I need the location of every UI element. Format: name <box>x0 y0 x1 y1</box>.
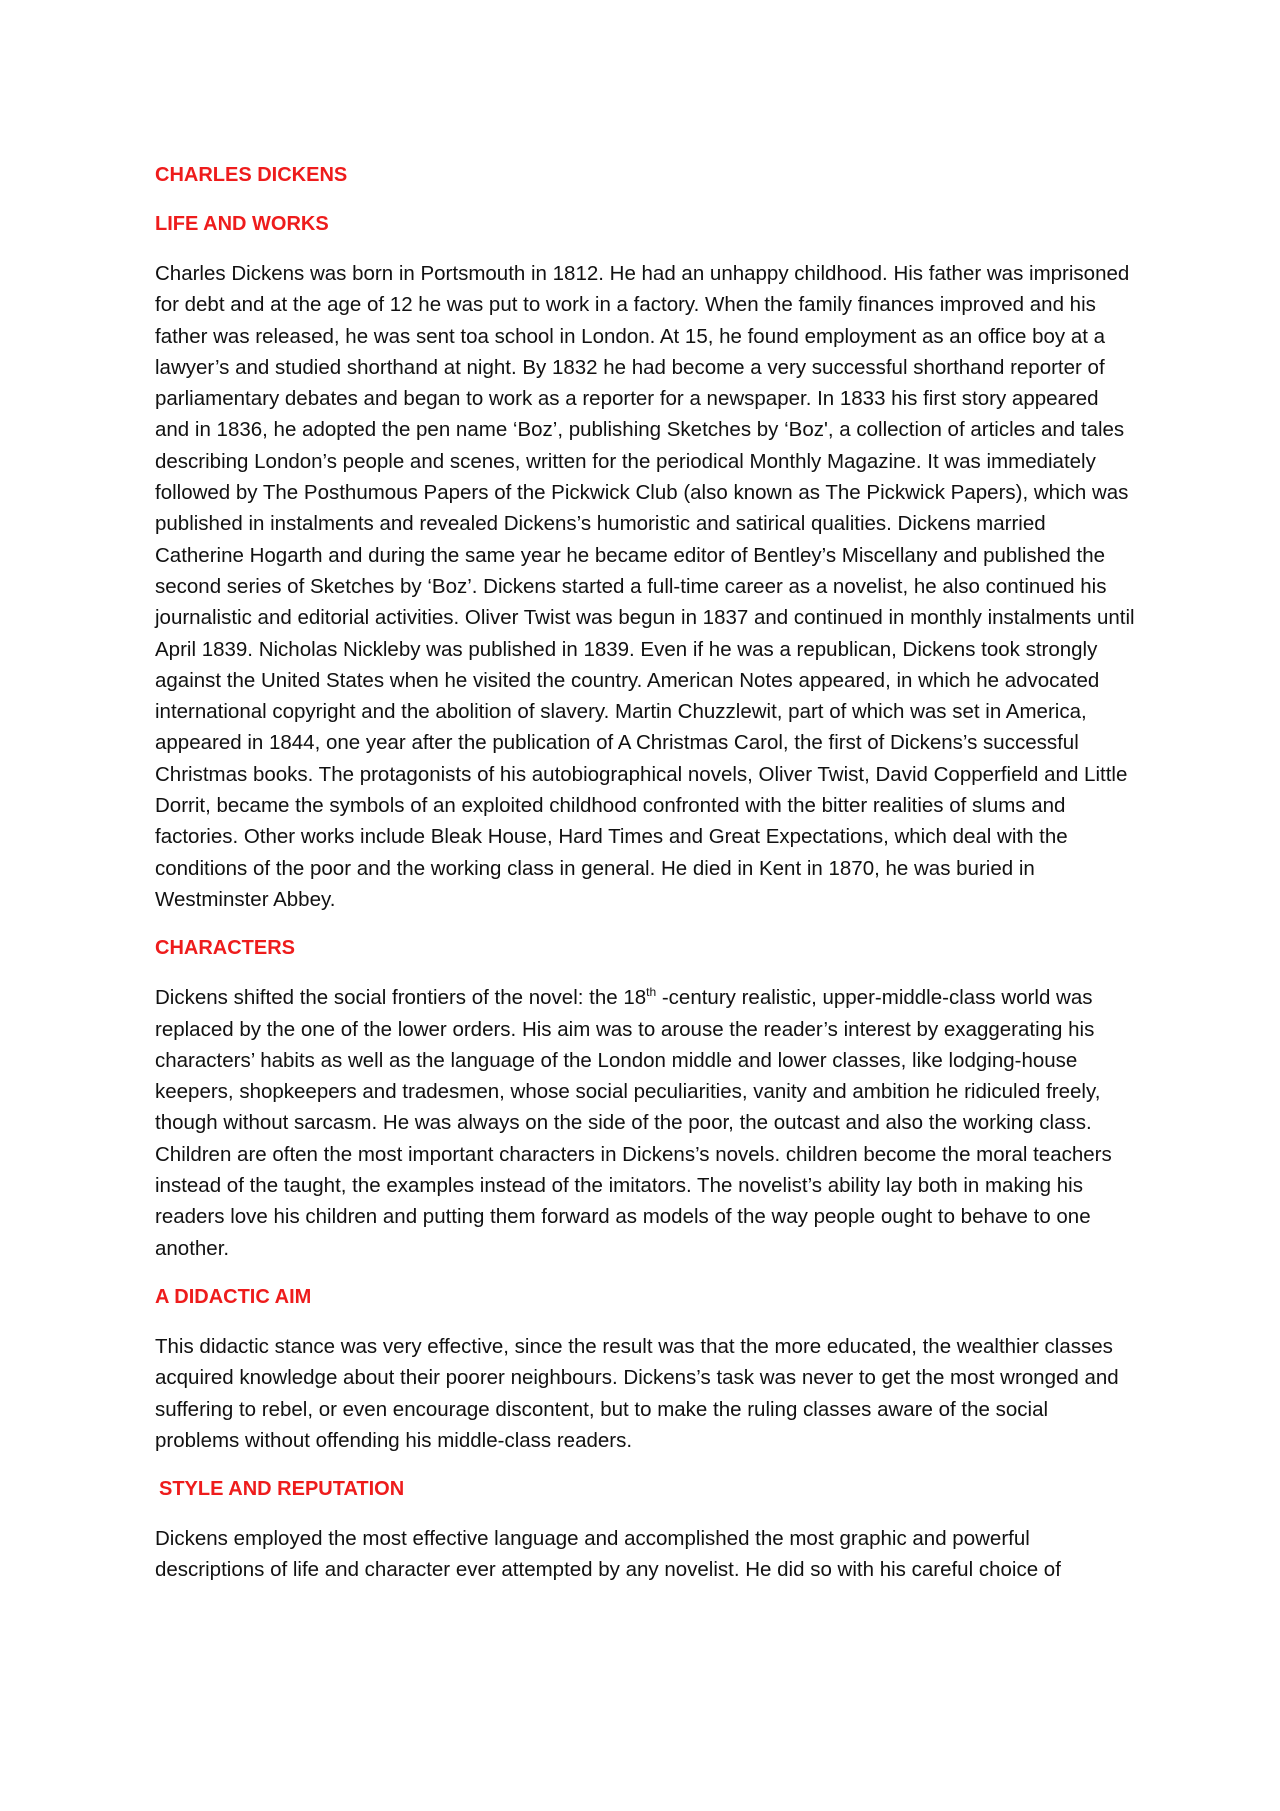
characters-text-rest: -century realistic, upper-middle-class world was replaced by the one of the lower orders. His aim was to arouse the reader’s interest by exaggerating his characters’ habits as well as the language of the London middle and lower classes, like lodging-house keepers, shopkeepers and tradesmen, whose social peculiarities, vanity and ambition he ridiculed freely, though without sarcasm. He was always on the side of the poor, the outcast and also the working class. Children are often the most important characters in Dickens’s novels. children become the moral teachers instead of the taught, the examples instead of the imitators. The novelist’s ability lay both in making his readers love his children and putting them forward as models of the way people ought to behave to one another. <box>155 986 1112 1260</box>
document-page <box>155 160 1135 1604</box>
characters-text-start: Dickens shifted the social frontiers of the novel: the 18 <box>155 986 647 1010</box>
paragraph-didactic-aim: This didactic stance was very effective, since the result was that the more educated, the wealthier classes acquired knowledge about their poorer neighbours. Dickens’s task was never to get the most wronged and suffering to rebel, or even encourage discontent, but to make the ruling classes aware of the social problems without offending his middle-class readers. <box>155 1334 1119 1452</box>
paragraph-characters <box>155 982 1135 1264</box>
paragraph-style-and-reputation: Dickens employed the most effective language and accomplished the most graphic and powerful descriptions of life and character ever attempted by any novelist. He did so with his careful choice of <box>155 1527 1061 1582</box>
section-heading-life-and-works: LIFE AND WORKS <box>155 213 329 235</box>
superscript-th: th <box>646 985 657 1000</box>
document-title: CHARLES DICKENS <box>155 164 348 186</box>
section-heading-style-and-reputation: STYLE AND REPUTATION <box>159 1478 405 1501</box>
paragraph-life-and-works: Charles Dickens was born in Portsmouth in 1812. He had an unhappy childhood. His father was imprisoned for debt and at the age of 12 he was put to work in a factory. When the family finances improved and his father was released, he was sent toa school in London. At 15, he found employment as an office boy at a lawyer’s and studied shorthand at night. By 1832 he had become a very successful shorthand reporter of parliamentary debates and began to work as a reporter for a newspaper. In 1833 his first story appeared and in 1836, he adopted the pen name ‘Boz’, publishing Sketches by ‘Boz', a collection of articles and tales describing London’s people and scenes, written for the periodical Monthly Magazine. It was immediately followed by The Posthumous Papers of the Pickwick Club (also known as The Pickwick Papers), which was published in instalments and revealed Dickens’s humoristic and satirical qualities. Dickens married Catherine Hogarth and during the same year he became editor of Bentley’s Miscellany and published the second series of Sketches by ‘Boz’. Dickens started a full-time career as a novelist, he also continued his journalistic and editorial activities. Oliver Twist was begun in 1837 and continued in monthly instalments until April 1839. Nicholas Nickleby was published in 1839. Even if he was a republican, Dickens took strongly against the United States when he visited the country. American Notes appeared, in which he advocated international copyright and the abolition of slavery. Martin Chuzzlewit, part of which was set in America, appeared in 1844, one year after the publication of A Christmas Carol, the first of Dickens’s successful Christmas books. The protagonists of his autobiographical novels, Oliver Twist, David Copperfield and Little Dorrit, became the symbols of an exploited childhood confronted with the bitter realities of slums and factories. Other works include Bleak House, Hard Times and Great Expectations, which deal with the conditions of the poor and the working class in general. He died in Kent in 1870, he was buried in Westminster Abbey. <box>155 262 1135 911</box>
section-heading-characters: CHARACTERS <box>155 937 295 960</box>
section-heading-didactic-aim: A DIDACTIC AIM <box>155 1285 312 1308</box>
